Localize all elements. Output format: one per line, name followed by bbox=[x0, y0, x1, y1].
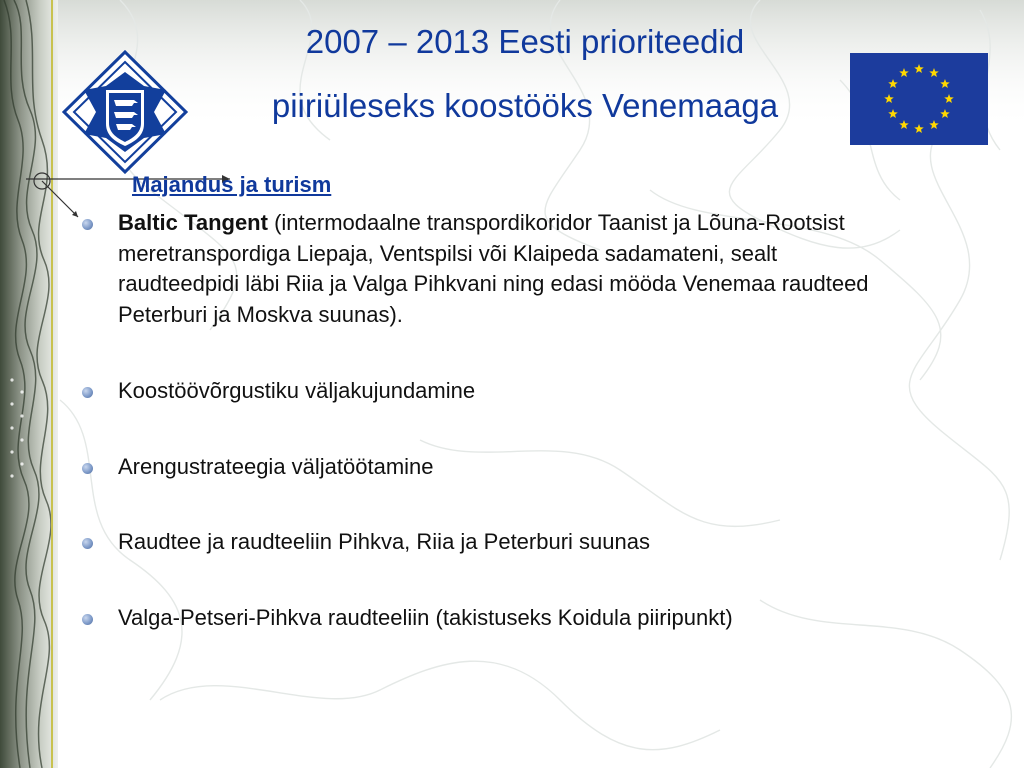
bullet-list bbox=[82, 208, 882, 633]
bullet-bold-text: Baltic Tangent bbox=[118, 210, 268, 235]
bullet-dot-icon bbox=[82, 387, 93, 398]
slide-title-line-1: 2007 – 2013 Eesti prioriteedid bbox=[305, 23, 745, 60]
section-subtitle: Majandus ja turism bbox=[132, 172, 332, 197]
estonia-coat-of-arms-icon bbox=[62, 50, 188, 174]
slide-title-line-2: piiriüleseks koostööks Venemaaga bbox=[271, 87, 779, 124]
list-item bbox=[82, 603, 882, 634]
bullet-text: Koostöövõrgustiku väljakujundamine bbox=[118, 378, 476, 403]
bullet-dot-icon bbox=[82, 219, 93, 230]
bullet-text: Arengustrateegia väljatöötamine bbox=[118, 453, 434, 479]
bullet-dot-icon bbox=[82, 614, 93, 625]
bullet-dot-icon bbox=[82, 463, 93, 474]
list-item bbox=[82, 527, 882, 558]
bullet-text: (intermodaalne transpordikoridor Taanist ja Lõuna-Rootsist meretranspordiga Liepaja, Ventspilsi või Klaipeda sadamateni, sealt raudteedpidi läbi Riia ja Valga Pihkvani ning edasi mööda Venemaa raudteed Peterburi ja Moskva suunas). bbox=[118, 210, 869, 327]
list-item bbox=[82, 208, 882, 330]
bullet-dot-icon bbox=[82, 538, 93, 549]
list-item bbox=[82, 376, 882, 407]
eu-flag-icon bbox=[850, 53, 988, 145]
bullet-text: Raudtee ja raudteeliin Pihkva, Riia ja Peterburi suunas bbox=[118, 529, 650, 554]
bullet-text: Valga-Petseri-Pihkva raudteeliin (takistuseks Koidula piiripunkt) bbox=[118, 604, 733, 630]
list-item bbox=[82, 452, 882, 483]
